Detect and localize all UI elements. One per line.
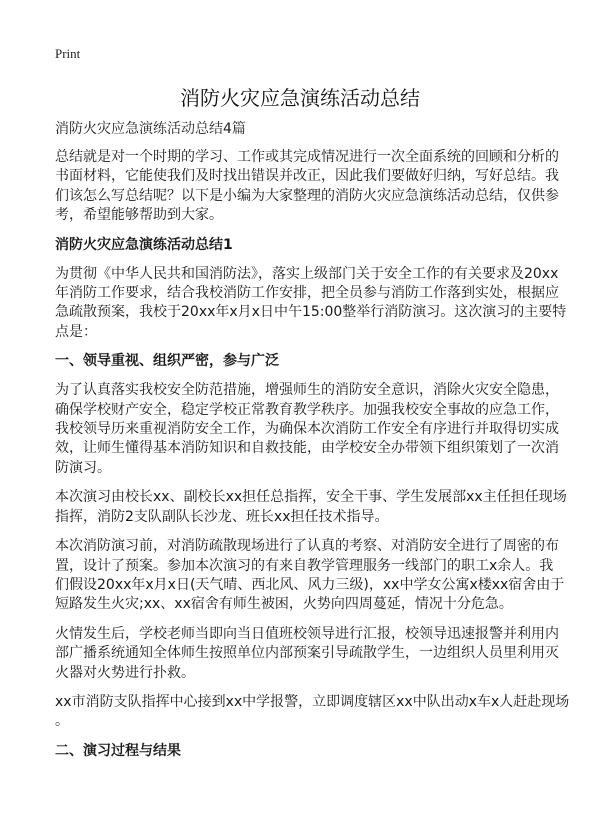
- section-heading: [55, 352, 555, 371]
- document-body: [55, 120, 570, 771]
- text-line: 火器对火势进行扑救。: [55, 664, 195, 681]
- text-line: 二、演习过程与结果: [55, 742, 181, 759]
- text-line: 们假设20xx年x月x日(天气晴、西北风、风力三级)，xx中学女公寓x楼xx宿舍由于: [55, 576, 565, 593]
- paragraph: [55, 381, 559, 478]
- paragraph: [55, 693, 570, 732]
- print-link[interactable]: Print: [55, 46, 81, 61]
- text-line: 。: [55, 713, 69, 730]
- paragraph: [55, 537, 565, 615]
- text-line: 短路发生火灾;xx、xx宿舍有师生被困，火势向四周蔓延，情况十分危急。: [55, 596, 513, 613]
- text-line: 消防火灾应急演练活动总结1: [55, 236, 233, 253]
- text-line: 部广播系统通知全体师生按照单位内部预案引导疏散学生，一边组织人员里利用灭: [55, 645, 559, 662]
- paragraph: [55, 488, 567, 527]
- section-heading: [55, 742, 555, 761]
- text-line: 书面材料，它能使我们及时找出错误并改正，因此我们要做好归纳，写好总结。我: [55, 168, 559, 185]
- paragraph: [55, 625, 559, 683]
- text-line: 一、领导重视、组织严密，参与广泛: [55, 353, 279, 370]
- text-line: xx市消防支队指挥中心接到xx中学报警，立即调度辖区xx中队出动x车x人赶赴现场: [55, 693, 570, 710]
- text-line: 年消防工作要求，结合我校消防工作安排，把全员参与消防工作落到实处，根据应: [55, 285, 559, 302]
- text-line: 我校领导历来重视消防安全工作，为确保本次消防工作安全有序进行并取得切实成: [55, 421, 559, 438]
- paragraph: [55, 265, 567, 343]
- document-subtitle: 消防火灾应急演练活动总结4篇: [55, 121, 246, 137]
- text-line: 效，让师生懂得基本消防知识和自救技能，由学校安全办带领下组织策划了一次消: [55, 440, 559, 457]
- text-line: 总结就是对一个时期的学习、工作或其完成情况进行一次全面系统的回顾和分析的: [55, 149, 559, 165]
- text-line: 火情发生后，学校老师当即向当日值班校领导进行汇报，校领导迅速报警并利用内: [55, 625, 559, 642]
- text-line: 本次演习由校长xx、副校长xx担任总指挥，安全干事、学生发展部xx主任担任现场: [55, 489, 567, 506]
- paragraph: [55, 148, 559, 226]
- text-line: 为贯彻《中华人民共和国消防法》，落实上级部门关于安全工作的有关要求及20xx: [55, 265, 559, 282]
- text-line: 指挥，消防2支队副队长沙龙、班长xx担任技术指导。: [55, 508, 389, 525]
- text-line: 本次消防演习前，对消防疏散现场进行了认真的考察、对消防安全进行了周密的布: [55, 538, 559, 555]
- text-line: 防演习。: [55, 459, 111, 476]
- text-line: 确保学校财产安全，稳定学校正常教育教学秩序。加强我校安全事故的应急工作，: [55, 401, 559, 418]
- text-line: 考，希望能够帮助到大家。: [55, 207, 223, 224]
- text-line: 们该怎么写总结呢？以下是小编为大家整理的消防火灾应急演练活动总结，仅供参: [55, 187, 559, 204]
- text-line: 急疏散预案，我校于20xx年x月x日中午15:00整举行消防演习。这次演习的主要特: [55, 304, 567, 321]
- text-line: 置，设计了预案。参加本次演习的有来自教学管理服务一线部门的职工x余人。我: [55, 557, 554, 574]
- section-heading: [55, 236, 555, 255]
- text-line: 为了认真落实我校安全防范措施，增强师生的消防安全意识，消除火灾安全隐患，: [55, 382, 559, 399]
- text-line: 点是：: [55, 323, 97, 340]
- document-title: 消防火灾应急演练活动总结: [180, 86, 420, 110]
